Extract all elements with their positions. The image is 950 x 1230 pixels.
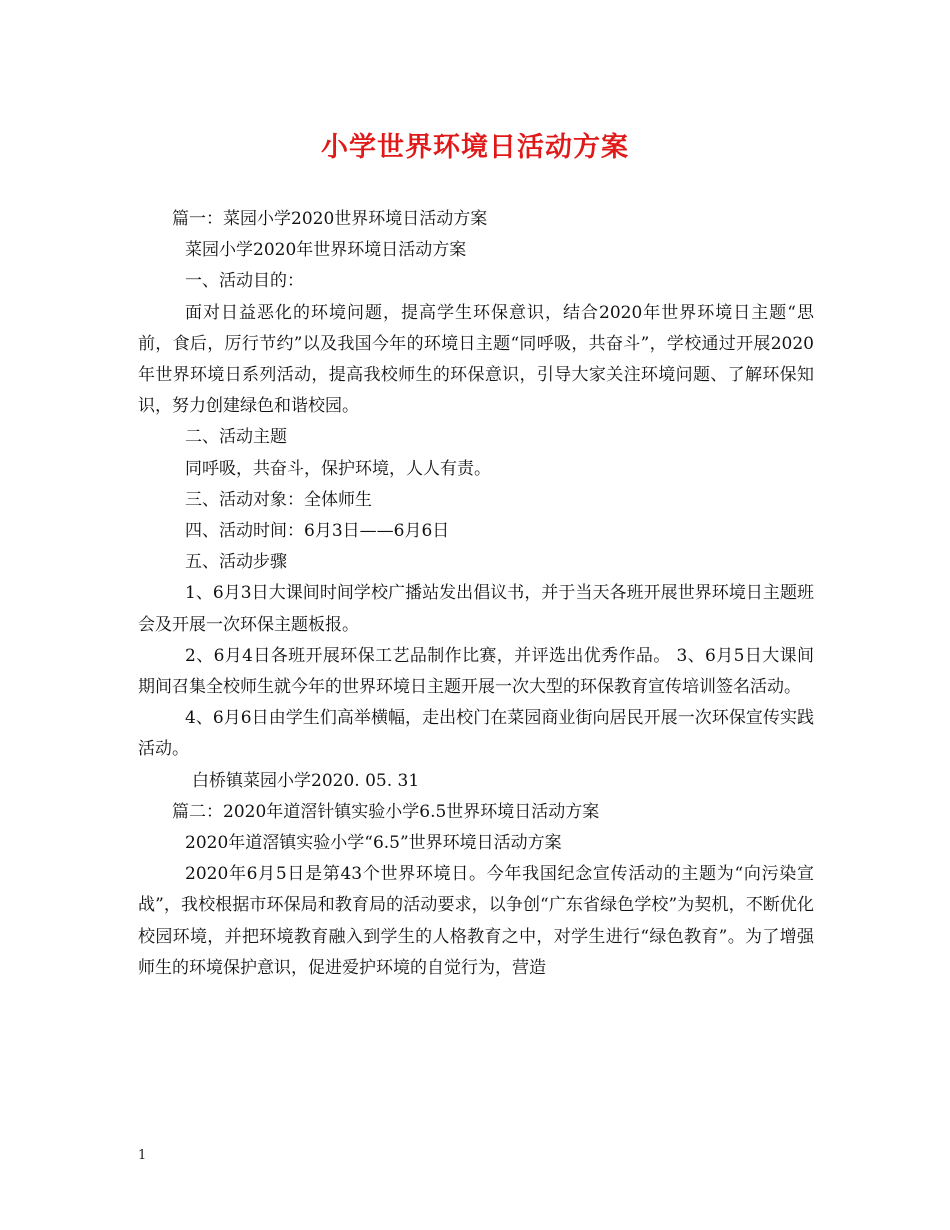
signature-line: 白桥镇菜园小学2020. 05. 31 [192,770,420,791]
paragraph: 4、6月6日由学生们高举横幅，走出校门在菜园商业街向居民开展一次环保宣传实践活动。 [138,708,814,760]
paragraph: 面对日益恶化的环境问题，提高学生环保意识，结合2020年世界环境日主题“思前，食后，厉行节约”以及我国今年的环境日主题“同呼吸，共奋斗”，学校通过开展2020年世界环境日系列活动，提高我校师生的环保意识，引导大家关注环境问题、了解环保知识，努力创建绿色和谐校园。 [138,302,814,417]
paragraph: 2、6月4日各班开展环保工艺品制作比赛，并评选出优秀作品。 3、6月5日大课间期间召集全校师生就今年的世界环境日主题开展一次大型的环保教育宣传培训签名活动。 [138,645,814,698]
heading: 三、活动对象：全体师生 [185,489,372,510]
heading: 二、活动主题 [185,427,287,448]
subtitle: 菜园小学2020年世界环境日活动方案 [185,240,467,261]
heading: 五、活动步骤 [185,552,287,573]
paragraph: 同呼吸，共奋斗，保护环境，人人有责。 [185,458,491,479]
page-number: 1 [138,1148,147,1163]
paragraph: 2020年6月5日是第43个世界环境日。今年我国纪念宣传活动的主题为“向污染宣战”，我校根据市环保局和教育局的活动要求，以争创“广东省绿色学校”为契机，不断优化校园环境，并把环境教育融入到学生的人格教育之中，对学生进行“绿色教育”。为了增强师生的环境保护意识，促进爱护环境的自觉行为，营造 [138,864,814,978]
paragraph: 1、6月3日大课间时间学校广播站发出倡议书，并于当天各班开展世界环境日主题班会及开展一次环保主题板报。 [138,583,814,635]
section-heading: 篇二：2020年道滘针镇实验小学6.5世界环境日活动方案 [172,801,600,822]
document-title: 小学世界环境日活动方案 [321,132,629,163]
section-heading: 篇一：菜园小学2020世界环境日活动方案 [172,209,488,229]
document-body [138,204,814,984]
heading: 一、活动目的： [185,271,304,292]
subtitle: 2020年道滘镇实验小学“6.5”世界环境日活动方案 [185,833,562,854]
heading: 四、活动时间：6月3日——6月6日 [185,521,450,542]
